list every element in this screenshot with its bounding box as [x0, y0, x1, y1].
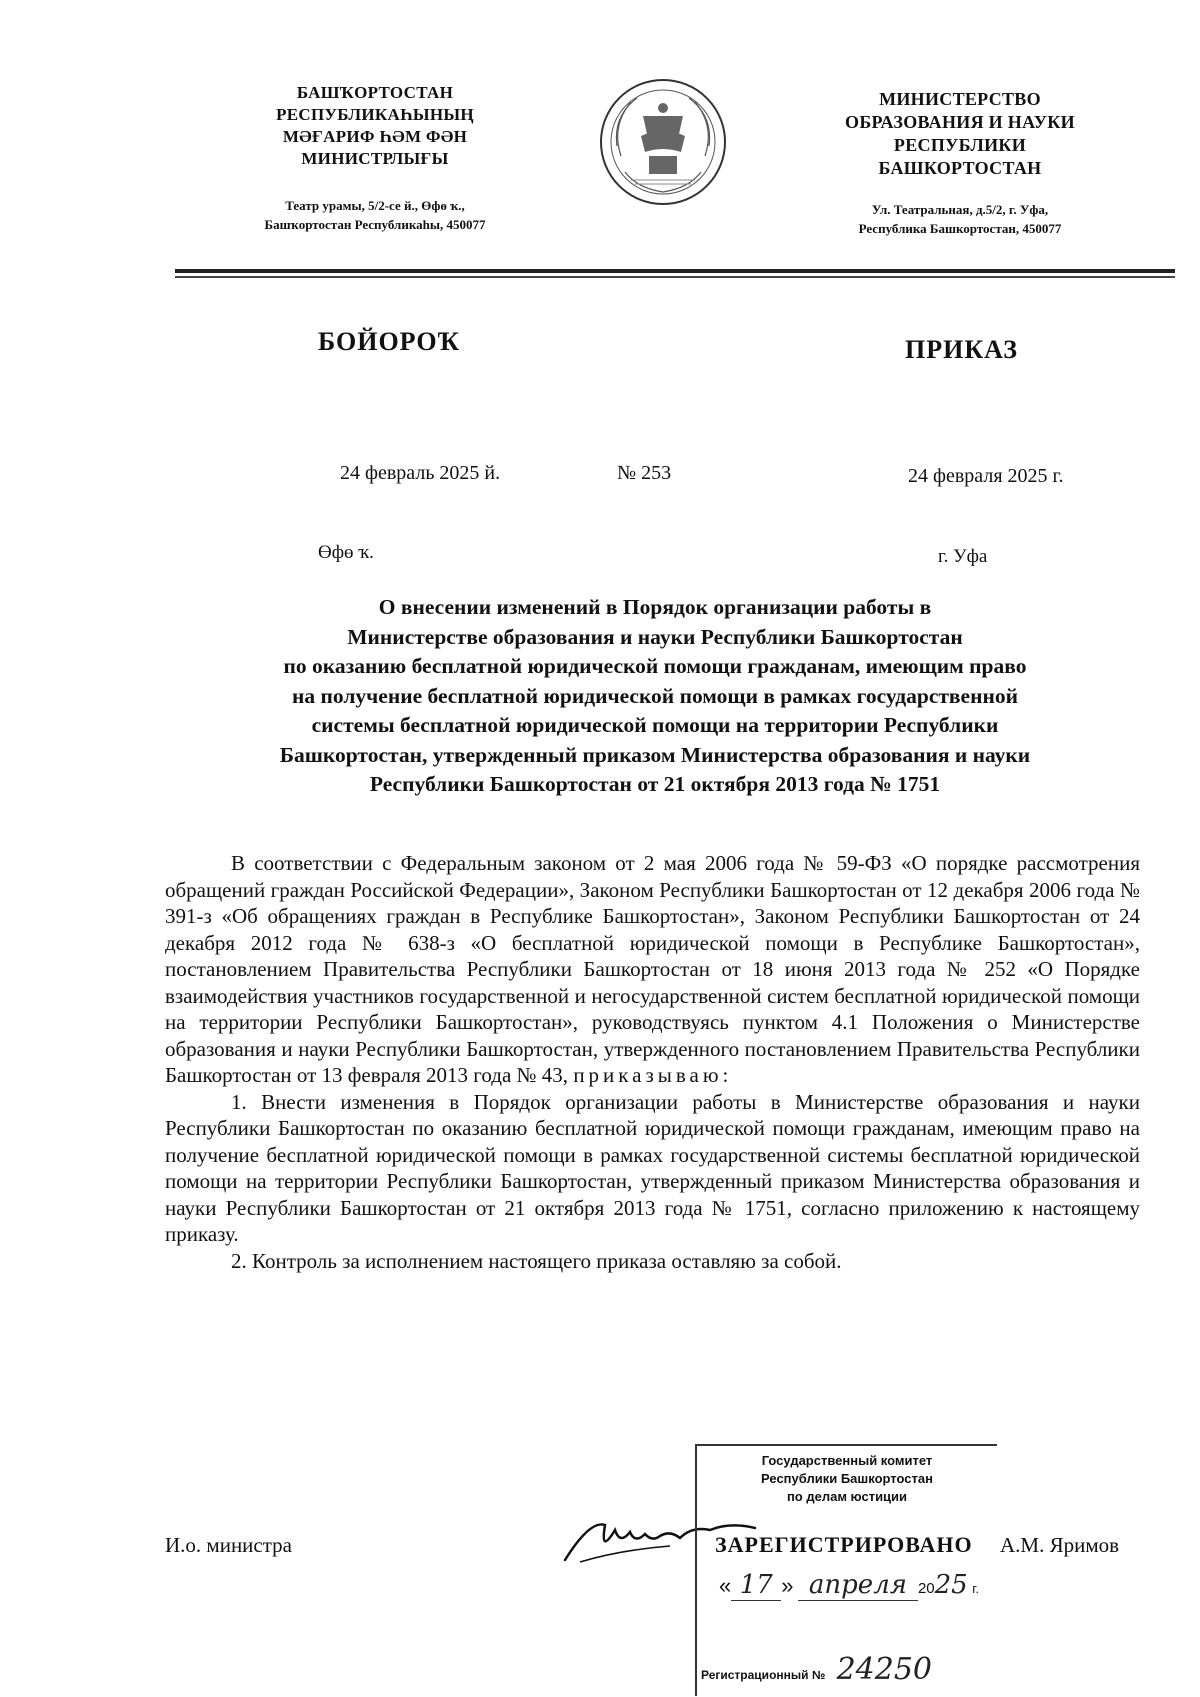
header-bashkir-address — [200, 196, 550, 234]
header-russian-name — [790, 88, 1130, 180]
subject-line: О внесении изменений в Порядок организации работы в — [378, 595, 932, 619]
quote-open: « — [719, 1573, 732, 1598]
address-line: Башҡортостан Республикаһы, 450077 — [264, 217, 486, 232]
bash-name-line: МИНИСТРЛЫҒЫ — [301, 149, 449, 168]
city-bashkir: Өфө ҡ. — [318, 542, 374, 563]
signatory-position: И.о. министра — [165, 1533, 292, 1557]
header-divider-thin — [175, 276, 1175, 278]
stamp-year-unit: г. — [972, 1581, 979, 1596]
order-word: приказываю: — [573, 1063, 733, 1087]
rus-name-line: МИНИСТЕРСТВО — [879, 89, 1041, 109]
subject-line: на получение бесплатной юридической помощи в рамках государственной — [291, 683, 1018, 708]
bash-name-line: РЕСПУБЛИКАҺЫНЫҢ — [276, 105, 474, 124]
rus-name-line: БАШКОРТОСТАН — [878, 158, 1042, 178]
stamp-regno-value: 24250 — [836, 1652, 933, 1687]
stamp-registered-label: ЗАРЕГИСТРИРОВАНО — [715, 1532, 973, 1557]
bash-name-line: МӘҒАРИФ ҺӘМ ФӘН — [282, 127, 468, 146]
stamp-line: Республики Башкортостан — [761, 1471, 933, 1486]
subject-line: Министерстве образования и науки Республики Башкортостан — [347, 624, 963, 649]
date-russian: 24 февраля 2025 г. — [908, 465, 1064, 487]
stamp-regno-label: Регистрационный № — [701, 1668, 826, 1682]
stamp-year-suffix: 25 — [934, 1570, 968, 1600]
signatory-name: А.М. Яримов — [1000, 1533, 1120, 1557]
header-bashkir-name — [190, 82, 560, 170]
rus-name-line: ОБРАЗОВАНИЯ И НАУКИ — [845, 112, 1075, 132]
stamp-regno — [701, 1652, 932, 1687]
subject-line: системы бесплатной юридической помощи на территории Республики — [311, 713, 999, 737]
address-line: Театр урамы, 5/2-се й., Өфө ҡ., — [285, 198, 465, 213]
subject-line: Башкортостан, утвержденный приказом Министерства образования и науки — [279, 742, 1031, 767]
stamp-date — [719, 1570, 999, 1610]
preamble-paragraph — [165, 850, 1140, 1089]
quote-close: » — [781, 1573, 794, 1598]
item-1-paragraph: 1. Внести изменения в Порядок организации работы в Министерстве образования и науки Республики Башкортостан по оказанию бесплатной юридической помощи гражданам, имеющим право на получение бесплатной юридической помощи в рамках государственной системы бесплатной юридической помощи на территории Республики Башкортостан, утвержденный приказом Министерства образования и науки Республики Башкортостан от 21 октября 2013 года № 1751, согласно приложению к настоящему приказу. — [165, 1089, 1140, 1246]
stamp-line: по делам юстиции — [786, 1489, 908, 1504]
subject-line: Республики Башкортостан от 21 октября 2013 года № 1751 — [369, 772, 941, 796]
city-russian: г. Уфа — [938, 546, 988, 567]
header-divider-thick — [175, 269, 1175, 273]
order-subject — [170, 593, 1140, 800]
stamp-day: 17 — [731, 1570, 781, 1601]
subject-line: по оказанию бесплатной юридической помощи гражданам, имеющим право — [283, 654, 1027, 678]
title-bashkir: БОЙОРОҠ — [318, 327, 461, 356]
bash-name-line: БАШҠОРТОСТАН — [296, 83, 454, 102]
stamp-line: Государственный комитет — [761, 1453, 933, 1468]
item-2-paragraph: 2. Контроль за исполнением настоящего приказа оставляю за собой. — [231, 1248, 842, 1273]
preamble-text: В соответствии с Федеральным законом от 2 мая 2006 года № 59-ФЗ «О порядке рассмотрения обращений граждан Российской Федерации», Законом Республики Башкортостан от 12 декабря 2006 года № 391-з «Об обращениях граждан в Республике Башкортостан», Законом Республики Башкортостан от 24 декабря 2012 года № 638-з «О бесплатной юридической помощи в Республике Башкортостан», постановлением Правительства Республики Башкортостан от 18 июня 2013 года № 252 «О Порядке взаимодействия участников государственной и негосударственной систем бесплатной юридической помощи на территории Республики Башкортостан», руководствуясь пунктом 4.1 Положения о Министерстве образования и науки Республики Башкортостан, утвержденного постановлением Правительства Республики Башкортостан от 13 февраля 2013 года № 43, — [165, 851, 1140, 1087]
address-line: Ул. Театральная, д.5/2, г. Уфа, — [871, 202, 1049, 217]
rus-name-line: РЕСПУБЛИКИ — [893, 135, 1027, 155]
order-body — [165, 850, 1140, 1274]
title-russian: ПРИКАЗ — [905, 335, 1019, 364]
header-russian-address — [790, 200, 1130, 238]
stamp-month: апреля — [798, 1570, 918, 1601]
address-line: Республика Башкортостан, 450077 — [858, 221, 1062, 236]
coat-of-arms-emblem — [597, 76, 729, 208]
stamp-authority — [697, 1452, 997, 1506]
stamp-year-prefix: 20 — [917, 1580, 935, 1597]
registration-stamp — [695, 1444, 997, 1696]
order-number: № 253 — [617, 462, 672, 484]
date-bashkir: 24 февраль 2025 й. — [340, 462, 501, 484]
